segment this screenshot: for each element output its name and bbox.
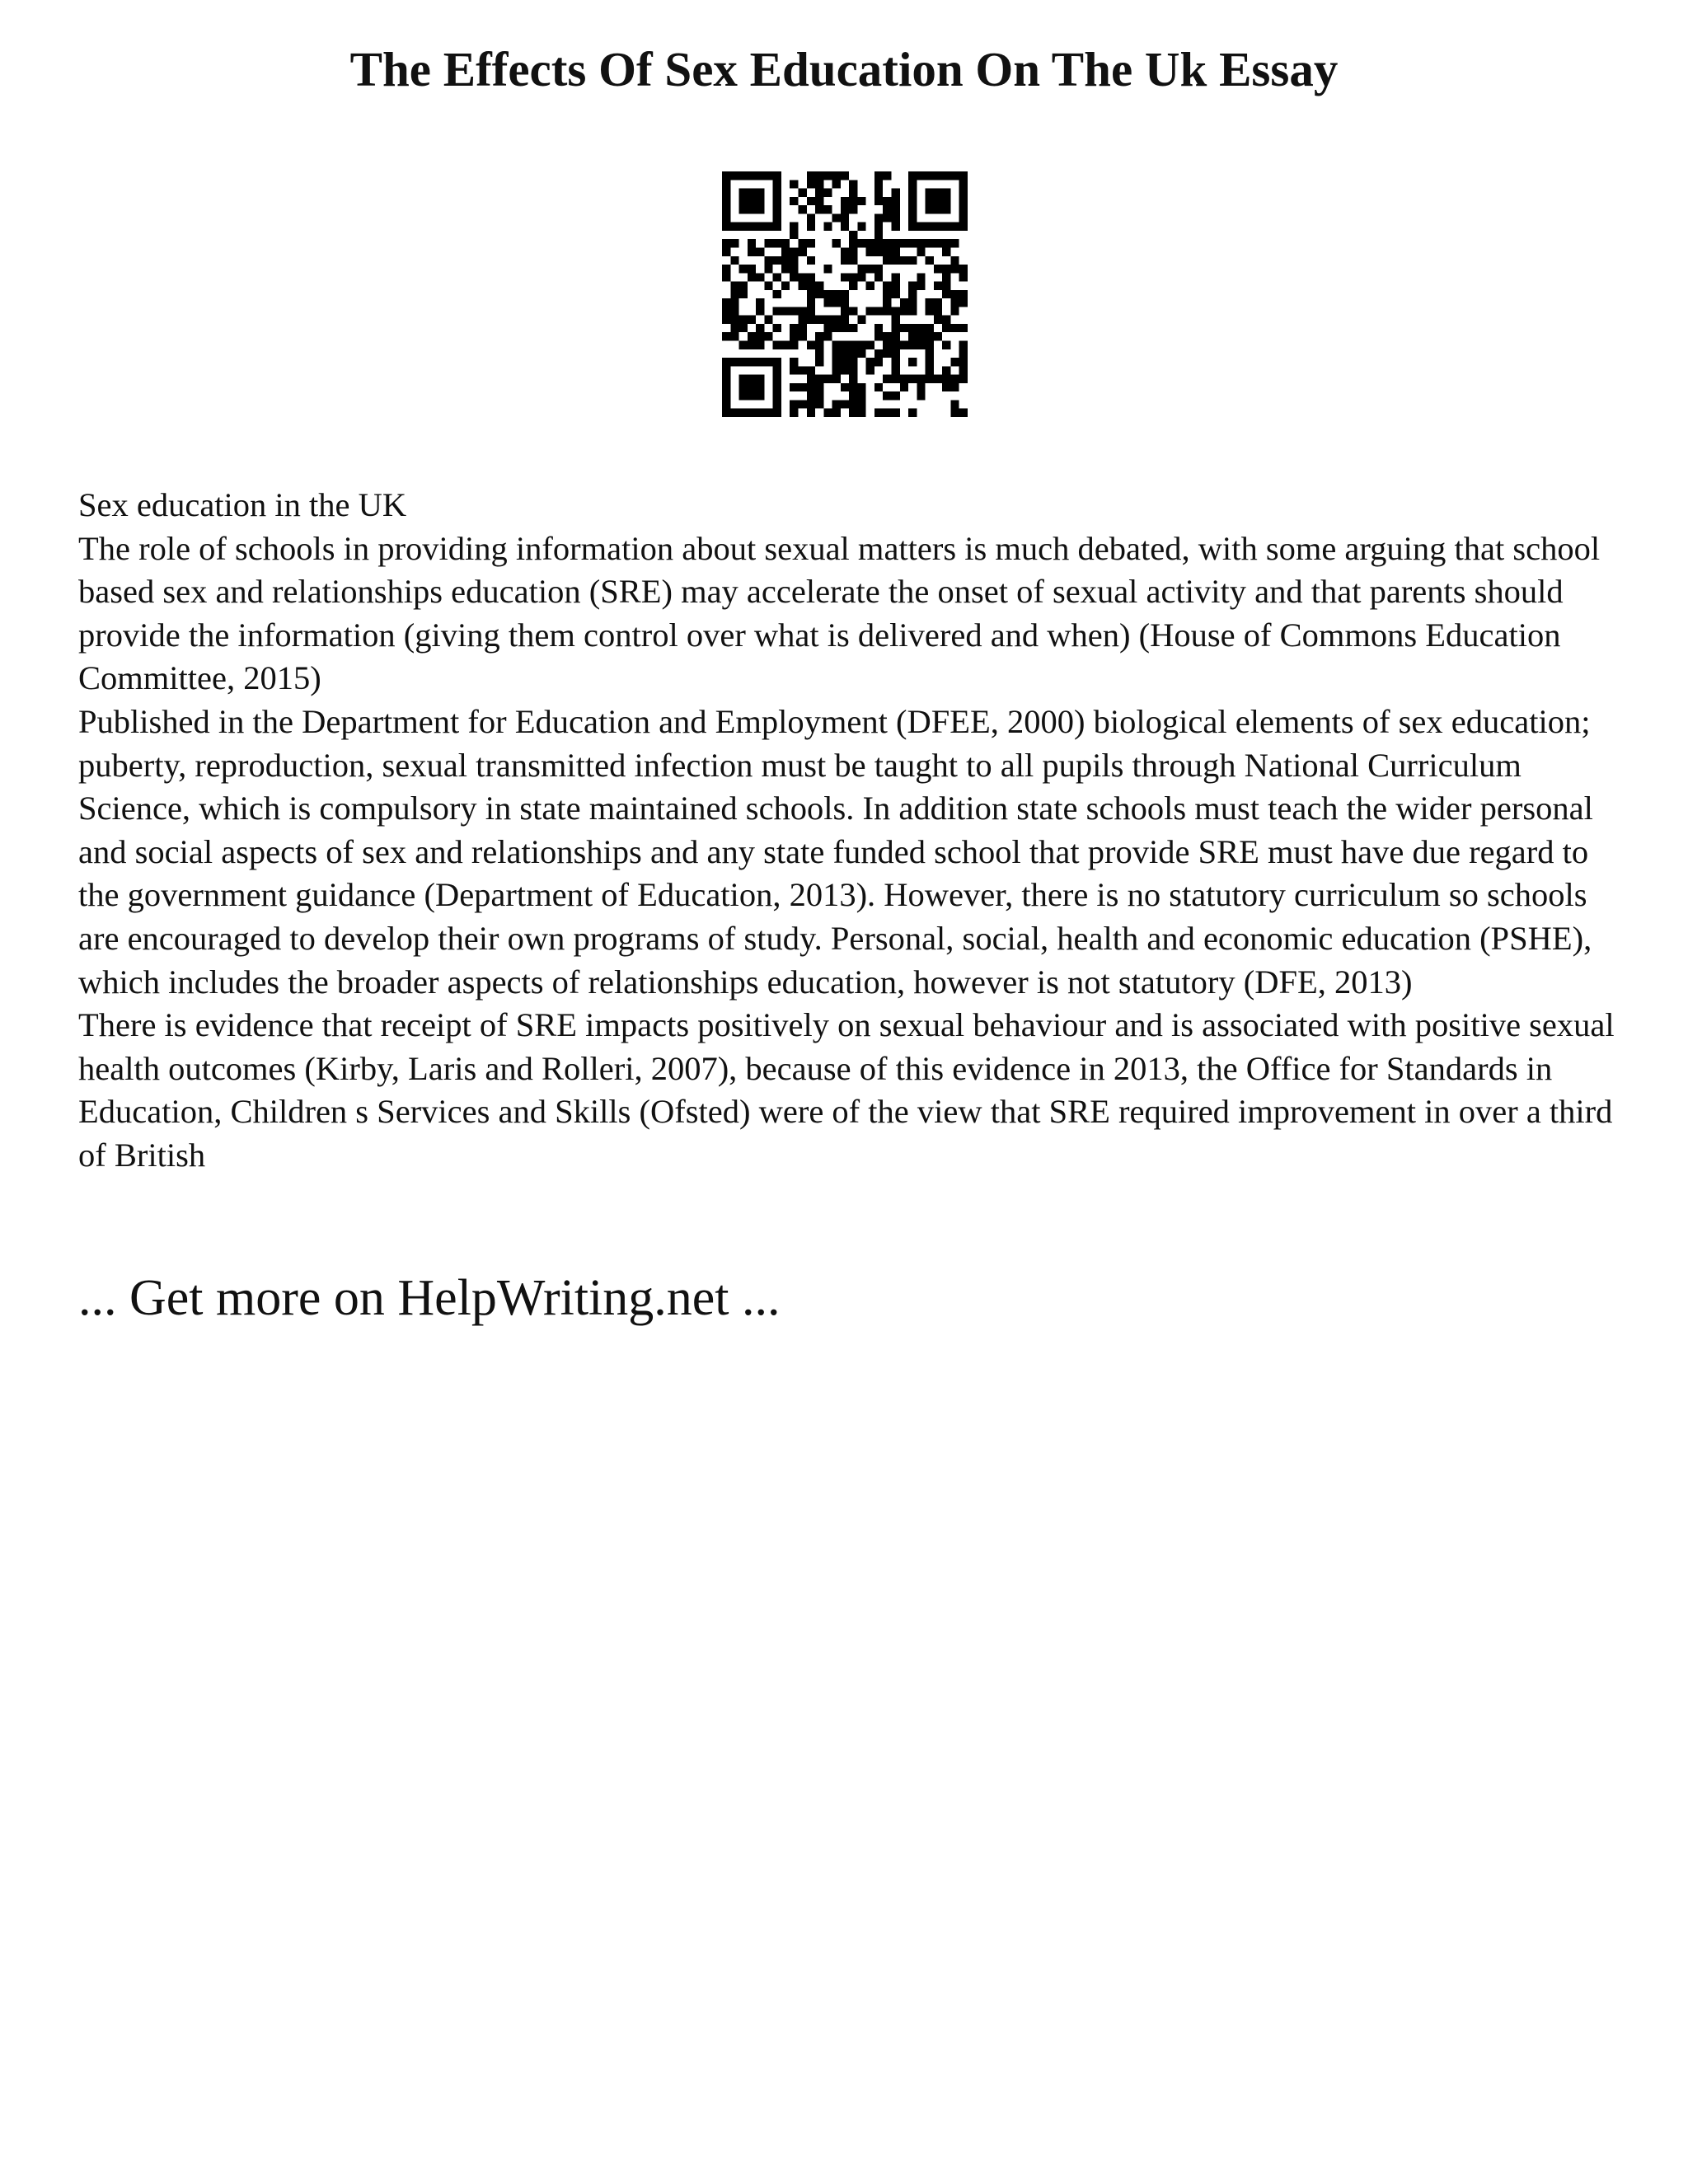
document-title: The Effects Of Sex Education On The Uk Essay xyxy=(349,42,1339,96)
paragraph-1: The role of schools in providing information about sexual matters is much debated, with some arguing that school based sex and relationships education (SRE) may accelerate the onset of sexual activity and that parents should provide the information (giving them control over what is delivered and when) (House of Commons Education Committee, 2015) xyxy=(78,529,1601,697)
more-link[interactable]: ... Get more on HelpWriting.net ... xyxy=(78,1270,781,1326)
qr-code-icon xyxy=(722,171,968,417)
essay-body xyxy=(78,484,1628,1178)
paragraph-2: Published in the Department for Education and Employment (DFEE, 2000) biological elements of sex education; puberty, reproduction, sexual transmitted infection must be taught to all pupils through National Curriculum Science, which is compulsory in state maintained schools. In addition state schools must teach the wider personal and social aspects of sex and relationships and any state funded school that provide SRE must have due regard to the government guidance (Department of Education, 2013). However, there is no statutory curriculum so schools are encouraged to develop their own programs of study. Personal, social, health and economic education (PSHE), which includes the broader aspects of relationships education, however is not statutory (DFE, 2013) xyxy=(78,702,1593,1001)
section-heading: Sex education in the UK xyxy=(78,486,407,523)
paragraph-3: There is evidence that receipt of SRE impacts positively on sexual behaviour and is associated with positive sexual health outcomes (Kirby, Laris and Rolleri, 2007), because of this evidence in 2013, the Office for Standards in Education, Children s Services and Skills (Ofsted) were of the view that SRE required improvement in over a third of British xyxy=(78,1006,1615,1174)
